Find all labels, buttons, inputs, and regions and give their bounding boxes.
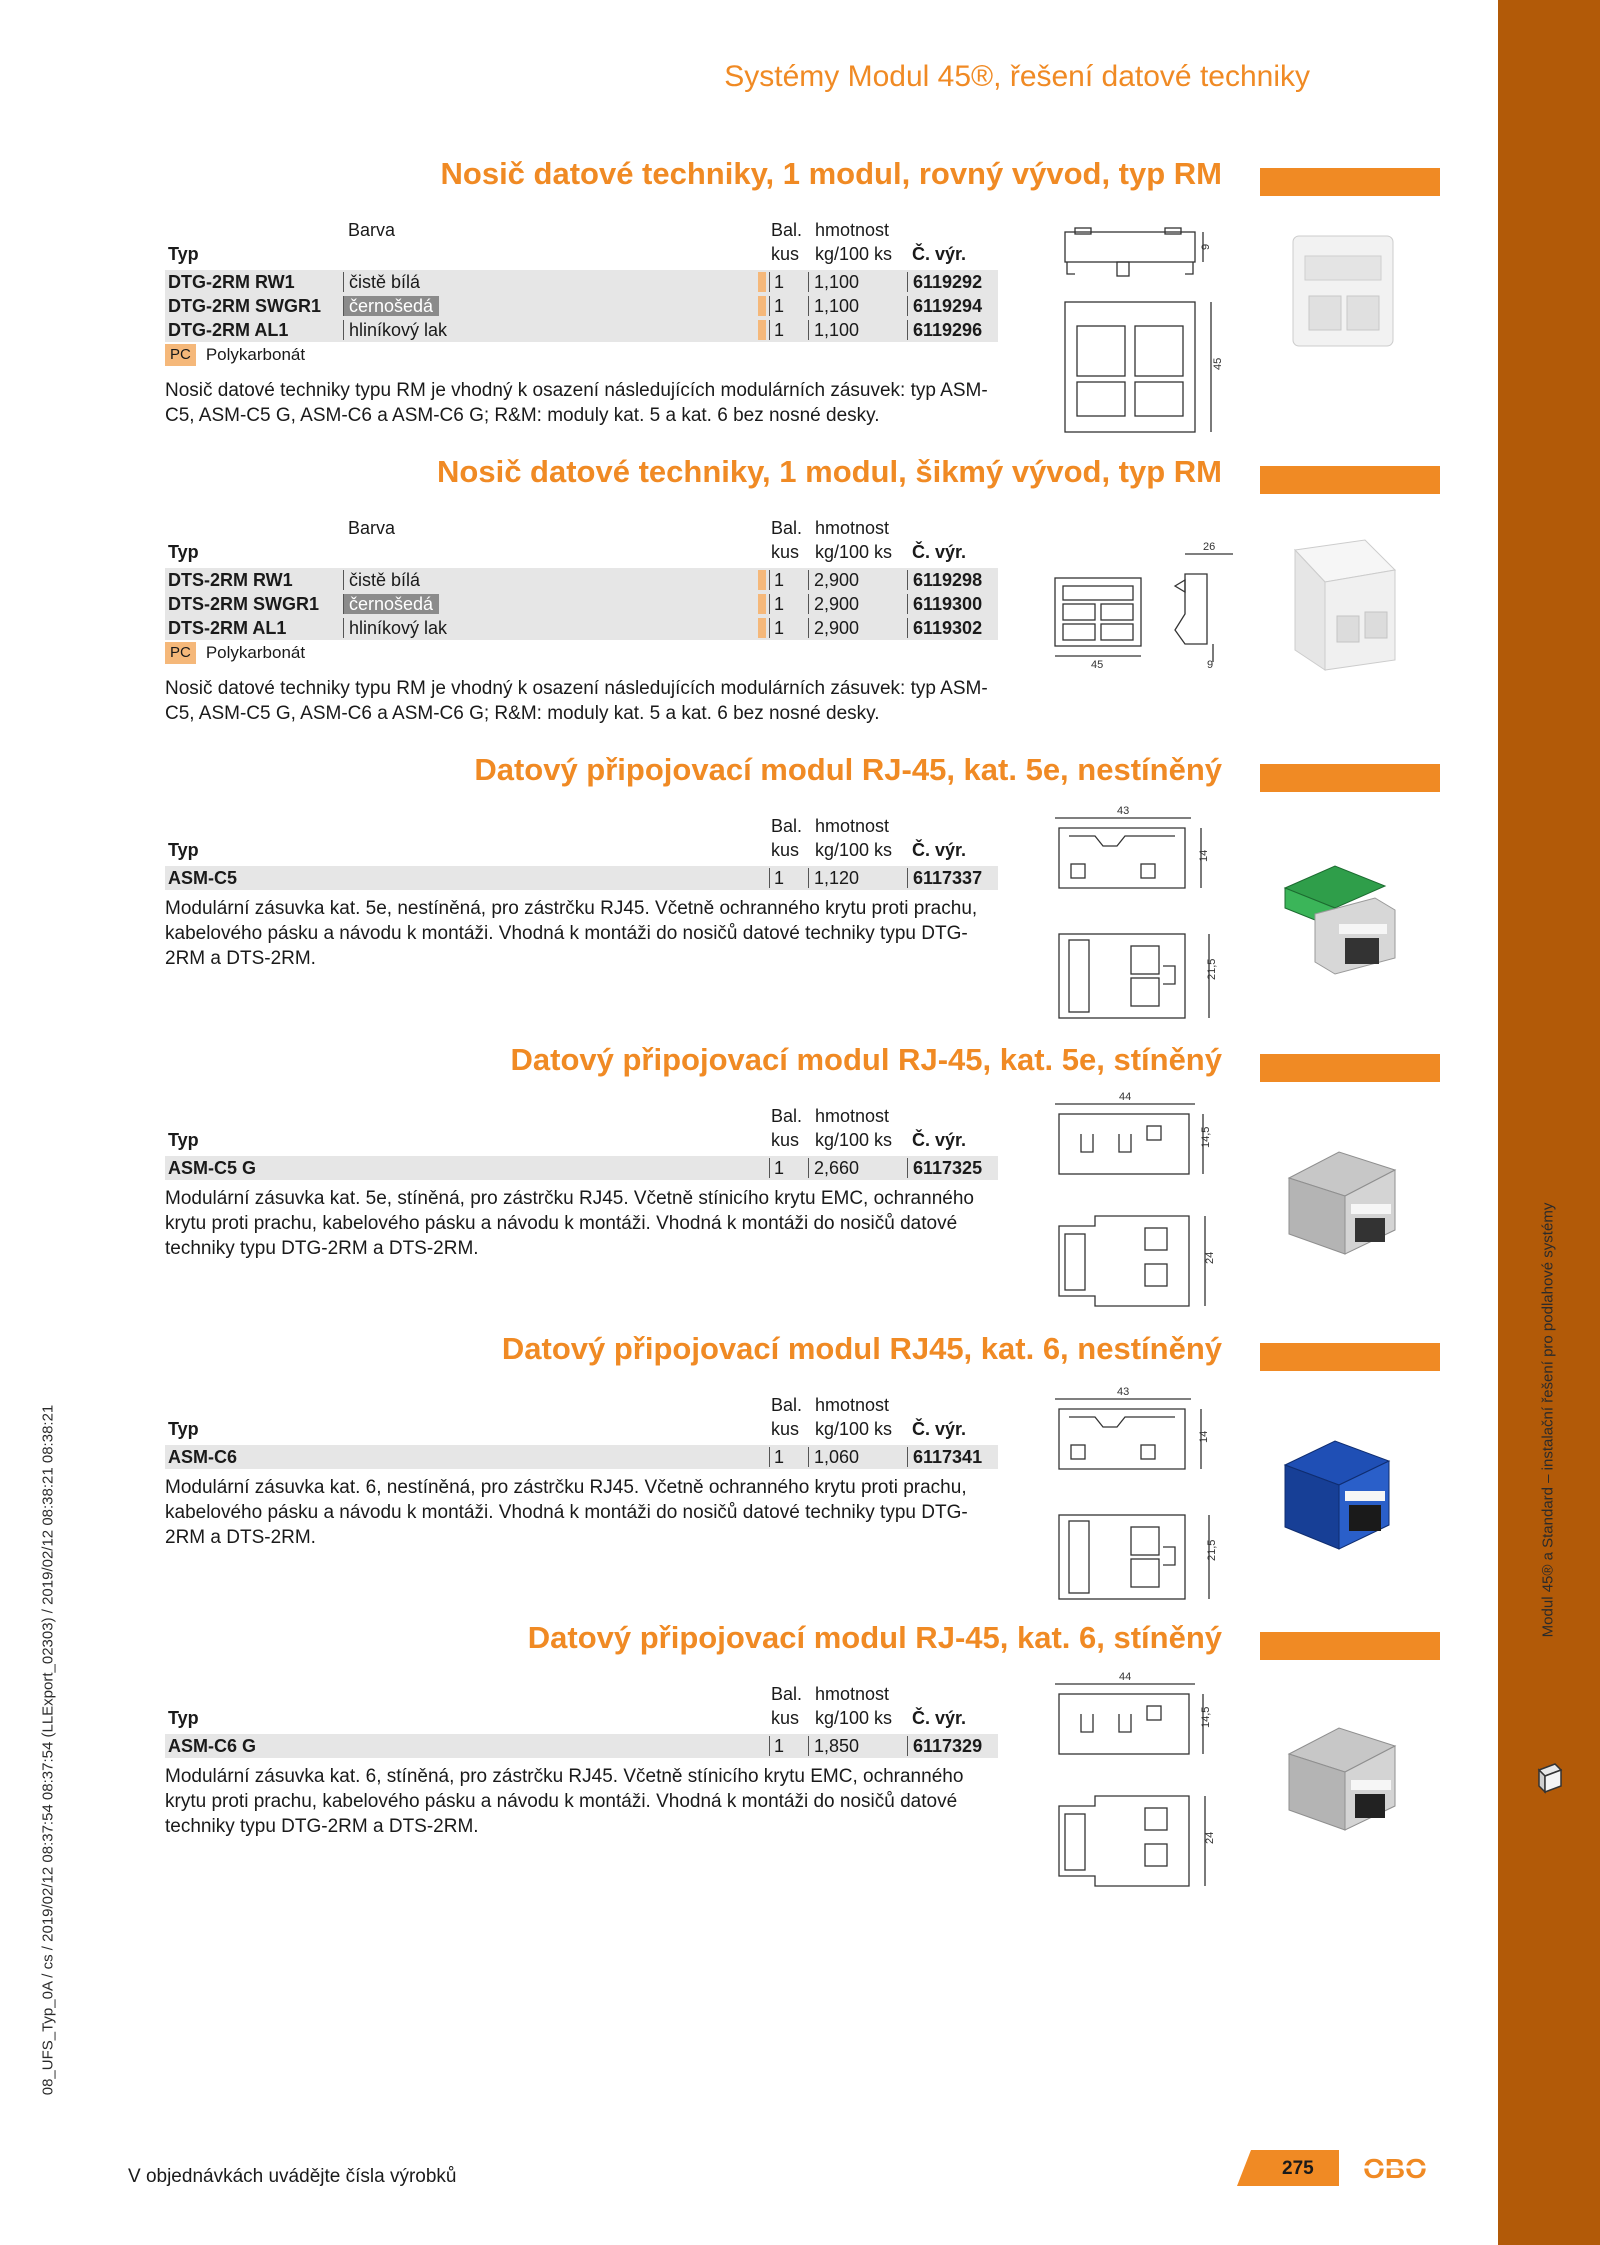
cell-hmotnost: 1,100 — [808, 272, 859, 292]
cell-bal: 1 — [769, 1736, 784, 1756]
header-kus: kus — [771, 840, 800, 860]
obo-logo — [1355, 2150, 1435, 2186]
description: Modulární zásuvka kat. 5e, stíněná, pro zástrčku RJ45. Včetně stínicího krytu EMC, ochranného krytu proti prachu, kabelového pásku a návodu k montáži. Vhodná k montáži do nosičů datové techniky typu DTG-2RM a DTS-2RM. — [165, 1188, 974, 1259]
product-table — [165, 1098, 998, 1180]
row-marker — [758, 618, 766, 638]
header-cvyr: Č. výr. — [912, 1130, 967, 1150]
dimension-label: 24 — [1204, 1831, 1216, 1844]
header-kg: kg/100 ks — [815, 840, 893, 860]
table-row — [165, 1445, 998, 1469]
product-table — [165, 212, 998, 342]
header-bal: Bal. — [771, 1395, 803, 1415]
section-bar — [1260, 466, 1440, 494]
dimension-label: 45 — [1091, 659, 1104, 671]
section-bar — [1260, 1054, 1440, 1082]
description: Modulární zásuvka kat. 5e, nestíněná, pro zástrčku RJ45. Včetně ochranného krytu proti prachu, kabelového pásku a návodu k montáži. Vhodná k montáži do nosičů datové techniky typu DTG-2RM a DTS-2RM. — [165, 898, 978, 969]
header-kg: kg/100 ks — [815, 1130, 893, 1150]
header-cvyr: Č. výr. — [912, 244, 967, 264]
cell-barva: černošedá — [343, 594, 439, 614]
header-typ: Typ — [168, 840, 199, 860]
table-row — [165, 1156, 998, 1180]
dimension-label: 44 — [1119, 1671, 1132, 1683]
header-typ: Typ — [168, 1419, 199, 1439]
header-kus: kus — [771, 1130, 800, 1150]
page-title: Systémy Modul 45®, řešení datové techniky — [724, 60, 1310, 93]
section-title: Nosič datové techniky, 1 modul, rovný vývod, typ RM — [440, 156, 1222, 191]
cell-typ: ASM-C6 — [168, 1447, 238, 1467]
header-typ: Typ — [168, 1130, 199, 1150]
description: Modulární zásuvka kat. 6, nestíněná, pro zástrčku RJ45. Včetně ochranného krytu proti prachu, kabelového pásku a návodu k montáži. Vhodná k montáži do nosičů datové techniky typu DTG-2RM a DTS-2RM. — [165, 1477, 968, 1548]
header-hmotnost: hmotnost — [815, 1106, 890, 1126]
header-barva: Barva — [348, 518, 396, 538]
material — [165, 344, 305, 366]
cell-cvyr: 6117337 — [907, 868, 982, 888]
cell-typ: ASM-C6 G — [168, 1736, 257, 1756]
technical-drawing — [1035, 1672, 1235, 1912]
table-row — [165, 294, 998, 318]
section-dtg-2rm — [165, 156, 1440, 456]
row-marker — [758, 570, 766, 590]
cell-hmotnost: 2,900 — [808, 570, 859, 590]
header-cvyr: Č. výr. — [912, 840, 967, 860]
material-label: Polykarbonát — [205, 345, 306, 364]
row-marker — [758, 296, 766, 316]
cell-hmotnost: 2,900 — [808, 618, 859, 638]
dimension-label: 43 — [1117, 805, 1130, 817]
product-table — [165, 1387, 998, 1469]
section-dts-2rm — [165, 454, 1440, 734]
page-number: 275 — [1282, 2158, 1314, 2179]
header-bal: Bal. — [771, 220, 803, 240]
dimension-label: 21,5 — [1206, 1539, 1218, 1561]
table-row — [165, 616, 998, 640]
product-table — [165, 808, 998, 890]
cell-bal: 1 — [769, 296, 784, 316]
table-header — [165, 1387, 998, 1445]
cell-cvyr: 6117325 — [907, 1158, 982, 1178]
side-band — [1498, 0, 1600, 2245]
cell-typ: DTS-2RM SWGR1 — [168, 594, 320, 614]
table-row — [165, 592, 998, 616]
product-photo — [1269, 1138, 1409, 1268]
header-barva: Barva — [348, 220, 396, 240]
section-title: Datový připojovací modul RJ-45, kat. 6, stíněný — [527, 1620, 1222, 1655]
cell-barva: hliníkový lak — [343, 320, 447, 340]
product-photo — [1275, 1431, 1405, 1561]
header-hmotnost: hmotnost — [815, 1684, 890, 1704]
section-title: Datový připojovací modul RJ-45, kat. 5e, nestíněný — [474, 752, 1222, 787]
cell-cvyr: 6119300 — [907, 594, 982, 614]
description: Nosič datové techniky typu RM je vhodný k osazení následujících modulárních zásuvek: typ ASM-C5, ASM-C5 G, ASM-C6 a ASM-C6 G; R&M: moduly kat. 5 a kat. 6 bez nosné desky. — [165, 678, 988, 724]
cell-typ: DTG-2RM SWGR1 — [168, 296, 321, 316]
dimension-label: 14,5 — [1200, 1126, 1212, 1148]
header-hmotnost: hmotnost — [815, 1395, 890, 1415]
side-caption: Modul 45® a Standard – instalační řešení pro podlahové systémy — [1539, 1202, 1557, 1638]
section-title: Datový připojovací modul RJ-45, kat. 5e, stíněný — [510, 1042, 1222, 1077]
material-badge: PC — [165, 344, 196, 366]
header-typ: Typ — [168, 244, 199, 264]
technical-drawing — [1035, 534, 1235, 674]
header-kg: kg/100 ks — [815, 542, 893, 562]
technical-drawing — [1035, 1092, 1235, 1332]
header-hmotnost: hmotnost — [815, 220, 890, 240]
table-header — [165, 510, 998, 568]
cell-hmotnost: 1,100 — [808, 296, 859, 316]
material-label: Polykarbonát — [205, 643, 306, 662]
table-header — [165, 1098, 998, 1156]
cell-hmotnost: 2,900 — [808, 594, 859, 614]
technical-drawing — [1045, 222, 1224, 442]
cell-cvyr: 6119292 — [907, 272, 982, 292]
cell-barva: černošedá — [343, 296, 439, 316]
cell-cvyr: 6117341 — [907, 1447, 982, 1467]
cell-bal: 1 — [769, 594, 784, 614]
material — [165, 642, 305, 664]
header-kg: kg/100 ks — [815, 1419, 893, 1439]
cell-barva: čistě bílá — [343, 272, 420, 292]
description: Modulární zásuvka kat. 6, stíněná, pro zástrčku RJ45. Včetně stínicího krytu EMC, ochranného krytu proti prachu, kabelového pásku a návodu k montáži. Vhodná k montáži do nosičů datové techniky typu DTG-2RM a DTS-2RM. — [165, 1766, 964, 1837]
cell-typ: ASM-C5 G — [168, 1158, 257, 1178]
section-asm-c6-g — [165, 1620, 1440, 1880]
technical-drawing — [1035, 1387, 1235, 1627]
section-bar — [1260, 1632, 1440, 1660]
header-typ: Typ — [168, 1708, 199, 1728]
dimension-label: 43 — [1117, 1386, 1130, 1398]
export-info: 08_UFS_Typ_0A / cs / 2019/02/12 08:37:54 08:37:54 (LLExport_02303) / 2019/02/12 08:38:21 08:38:21 — [39, 1404, 57, 2096]
cell-cvyr: 6119298 — [907, 570, 982, 590]
section-asm-c6 — [165, 1331, 1440, 1591]
cell-typ: DTS-2RM RW1 — [168, 570, 293, 590]
cell-typ: DTS-2RM AL1 — [168, 618, 287, 638]
cell-bal: 1 — [769, 1447, 784, 1467]
dimension-label: 14 — [1198, 849, 1210, 862]
description: Nosič datové techniky typu RM je vhodný k osazení následujících modulárních zásuvek: typ ASM-C5, ASM-C5 G, ASM-C6 a ASM-C6 G; R&M: moduly kat. 5 a kat. 6 bez nosné desky. — [165, 380, 988, 426]
cell-bal: 1 — [769, 320, 784, 340]
obo-logo-text: OBO — [1363, 2153, 1427, 2184]
cell-hmotnost: 1,100 — [808, 320, 859, 340]
cell-bal: 1 — [769, 570, 784, 590]
technical-drawing — [1035, 806, 1235, 1046]
table-row — [165, 270, 998, 294]
cell-cvyr: 6119294 — [907, 296, 982, 316]
header-bal: Bal. — [771, 816, 803, 836]
footer-note: V objednávkách uvádějte čísla výrobků — [128, 2166, 457, 2187]
table-header — [165, 808, 998, 866]
header-kus: kus — [771, 244, 800, 264]
header-hmotnost: hmotnost — [815, 518, 890, 538]
dimension-label: 45 — [1212, 357, 1224, 370]
dimension-label: 26 — [1203, 541, 1216, 553]
cell-cvyr: 6119296 — [907, 320, 982, 340]
header-bal: Bal. — [771, 1684, 803, 1704]
cell-barva: čistě bílá — [343, 570, 420, 590]
floor-box-icon — [1533, 1760, 1563, 1796]
cell-bal: 1 — [769, 272, 784, 292]
section-bar — [1260, 1343, 1440, 1371]
row-marker — [758, 320, 766, 340]
product-photo — [1275, 530, 1405, 680]
row-marker — [758, 594, 766, 614]
cell-hmotnost: 2,660 — [808, 1158, 859, 1178]
product-photo — [1283, 226, 1403, 356]
dimension-label: 14,5 — [1200, 1706, 1212, 1728]
section-title: Nosič datové techniky, 1 modul, šikmý vývod, typ RM — [437, 454, 1222, 489]
cell-typ: DTG-2RM RW1 — [168, 272, 295, 292]
cell-cvyr: 6119302 — [907, 618, 982, 638]
cell-typ: DTG-2RM AL1 — [168, 320, 289, 340]
material-badge: PC — [165, 642, 196, 664]
product-photo — [1269, 1714, 1409, 1844]
cell-bal: 1 — [769, 868, 784, 888]
cell-bal: 1 — [769, 618, 784, 638]
cell-hmotnost: 1,850 — [808, 1736, 859, 1756]
header-kus: kus — [771, 542, 800, 562]
header-kg: kg/100 ks — [815, 1708, 893, 1728]
header-cvyr: Č. výr. — [912, 1708, 967, 1728]
header-typ: Typ — [168, 542, 199, 562]
header-kg: kg/100 ks — [815, 244, 893, 264]
header-cvyr: Č. výr. — [912, 1419, 967, 1439]
cell-bal: 1 — [769, 1158, 784, 1178]
dimension-label: 9 — [1200, 243, 1212, 250]
section-title: Datový připojovací modul RJ45, kat. 6, nestíněný — [501, 1331, 1222, 1366]
header-cvyr: Č. výr. — [912, 542, 967, 562]
header-kus: kus — [771, 1708, 800, 1728]
dimension-label: 21,5 — [1206, 958, 1218, 980]
dimension-label: 9 — [1207, 659, 1214, 671]
cell-hmotnost: 1,120 — [808, 868, 859, 888]
dimension-label: 44 — [1119, 1091, 1132, 1103]
header-bal: Bal. — [771, 1106, 803, 1126]
product-table — [165, 510, 998, 640]
table-header — [165, 1676, 998, 1734]
section-bar — [1260, 168, 1440, 196]
section-asm-c5-g — [165, 1042, 1440, 1302]
header-kus: kus — [771, 1419, 800, 1439]
dimension-label: 14 — [1198, 1430, 1210, 1443]
header-bal: Bal. — [771, 518, 803, 538]
table-row — [165, 866, 998, 890]
cell-hmotnost: 1,060 — [808, 1447, 859, 1467]
table-row — [165, 318, 998, 342]
cell-cvyr: 6117329 — [907, 1736, 982, 1756]
cell-typ: ASM-C5 — [168, 868, 238, 888]
header-hmotnost: hmotnost — [815, 816, 890, 836]
dimension-label: 24 — [1204, 1251, 1216, 1264]
section-bar — [1260, 764, 1440, 792]
cell-barva: hliníkový lak — [343, 618, 447, 638]
table-row — [165, 1734, 998, 1758]
table-header — [165, 212, 998, 270]
table-row — [165, 568, 998, 592]
section-asm-c5 — [165, 752, 1440, 1012]
row-marker — [758, 272, 766, 292]
product-photo — [1275, 858, 1405, 978]
product-table — [165, 1676, 998, 1758]
